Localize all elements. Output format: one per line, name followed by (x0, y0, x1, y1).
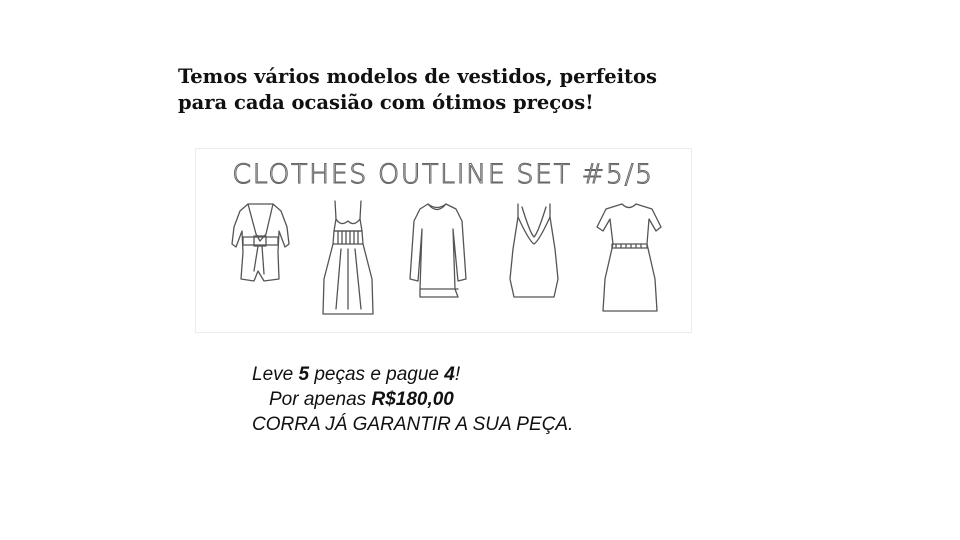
promo-line-price: Por apenas R$180,00 (269, 389, 454, 410)
headline (178, 64, 698, 116)
price: R$180,00 (371, 389, 454, 410)
headline-line-2: para cada ocasião com ótimos preços! (178, 91, 594, 114)
sweater-dress-icon (410, 204, 466, 297)
wrap-top-icon (232, 204, 289, 281)
strappy-dress-icon (323, 201, 373, 314)
short-sleeve-dress-icon (597, 204, 661, 311)
promo-line-offer: Leve 5 peças e pague 4! (252, 364, 461, 385)
illustration-title: CLOTHES OUTLINE SET #5/5 (232, 159, 654, 190)
clothes-illustration (195, 148, 692, 333)
v-neck-dress-icon (510, 204, 558, 297)
promo-line-cta: CORRA JÁ GARANTIR A SUA PEÇA. (252, 414, 574, 435)
headline-line-1: Temos vários modelos de vestidos, perfeitos (178, 65, 658, 88)
promo-text (252, 362, 672, 437)
